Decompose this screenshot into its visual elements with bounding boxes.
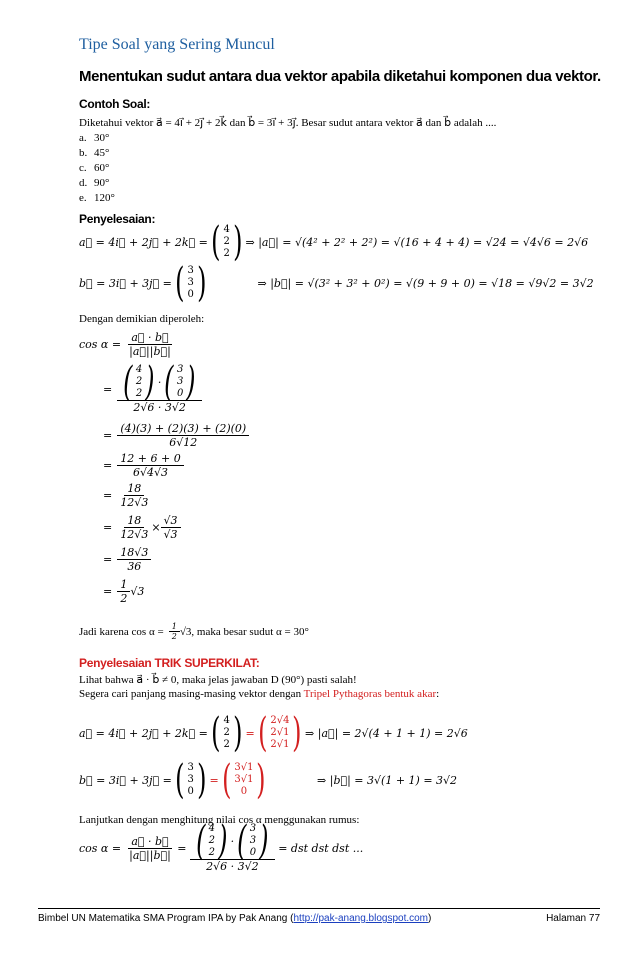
answer-option xyxy=(79,162,109,174)
vector-component: 0 xyxy=(187,786,194,797)
answer-option xyxy=(79,192,115,204)
vector-a-lhs: a⃗ = 4i⃗ + 2j⃗ + 2k⃗ = xyxy=(79,235,208,249)
vector-component: 2 xyxy=(135,388,143,399)
cos-formula xyxy=(79,331,174,358)
vector-components xyxy=(234,762,253,798)
vector-component: 2 xyxy=(223,236,230,247)
contoh-soal-label: Contoh Soal: xyxy=(79,97,151,111)
cos-step-5: = $\frac{18}{12√3}$ xyxy=(103,482,149,509)
trik-cos-line: cos α = $\frac{a⃗ \cdot b⃗}{|a⃗||b⃗|}$ = ( 4 2 2 ) · ( 3 3 0 ) 2√6 · 3√2 = dst dst dst ... xyxy=(79,818,364,873)
question-text: Diketahui vektor a⃗ = 4i⃗ + 2j⃗ + 2k⃗ dan b⃗ = 3i⃗ + 3j⃗. Besar sudut antara vektor a⃗ dan b⃗ adalah .... xyxy=(79,117,497,129)
footer-left: Bimbel UN Matematika SMA Program IPA by Pak Anang (http://pak-anang.blogspot.com) xyxy=(38,913,432,924)
vector-component: 2 xyxy=(223,739,230,750)
vector-b-column: ( 3 3 0 ) xyxy=(175,260,207,306)
vector-component: 0 xyxy=(249,847,257,858)
vector-component: 0 xyxy=(177,388,184,399)
option-value: 90° xyxy=(94,177,110,189)
option-value: 45° xyxy=(94,147,110,159)
option-key: a. xyxy=(79,132,87,144)
vector-components xyxy=(188,265,194,301)
vector-component: 2√4 xyxy=(270,715,290,726)
answer-option xyxy=(79,177,109,189)
vector-component: 2 xyxy=(223,248,230,259)
vector-component: 3 xyxy=(187,265,194,276)
vector-component: 3 xyxy=(187,762,194,773)
vector-component: 0 xyxy=(187,289,194,300)
vector-components xyxy=(209,823,215,859)
vector-components xyxy=(177,364,183,400)
trik-line-2: Segera cari panjang masing-masing vektor dengan Tripel Pythagoras bentuk akar: xyxy=(79,688,440,700)
vector-component: 2√1 xyxy=(270,739,290,750)
trik-vector-a-line: a⃗ = 4i⃗ + 2j⃗ + 2k⃗ = ( 4 2 2 ) = ( 2√4 2√1 2√1 ) ⇒ |a⃗| = 2√(4 + 1 + 1) = 2√6 xyxy=(79,710,468,756)
cos-step-4: = $\frac{12 + 6 + 0}{6√4√3}$ xyxy=(103,452,184,479)
cos-step-6: = $\frac{18}{12√3}$ × $\frac{√3}{√3}$ xyxy=(103,514,181,541)
vector-component: 4 xyxy=(223,224,230,235)
cos-lhs: cos α = xyxy=(79,338,122,351)
vector-component: 2 xyxy=(135,376,143,387)
option-key: b. xyxy=(79,147,88,159)
penyelesaian-label: Penyelesaian: xyxy=(79,212,156,226)
answer-option xyxy=(79,132,109,144)
vector-component: 3√1 xyxy=(234,774,254,785)
lanjutkan-text: Lanjutkan dengan menghitung nilai cos α menggunakan rumus: xyxy=(79,814,360,826)
vector-component: 3 xyxy=(187,774,194,785)
option-value: 60° xyxy=(94,162,110,174)
cos-fraction: $\frac{a⃗ \cdot b⃗}{|a⃗||b⃗|}$ xyxy=(129,331,171,358)
vector-component: 2 xyxy=(208,847,216,858)
vector-b-lhs: b⃗ = 3i⃗ + 3j⃗ = xyxy=(79,276,172,290)
vector-components xyxy=(188,762,194,798)
conclusion-line: Jadi karena cos α = $\frac{1}{2}$ √3, maka besar sudut α = 30° xyxy=(79,622,309,641)
vector-component: 4 xyxy=(208,823,216,834)
blog-link[interactable]: http://pak-anang.blogspot.com xyxy=(293,913,429,924)
option-key: d. xyxy=(79,177,88,189)
cos-step-3: = $\frac{(4)(3) + (2)(3) + (2)(0)}{6√12}$ xyxy=(103,422,249,449)
option-key: c. xyxy=(79,162,87,174)
vector-a-magnitude: ⇒ |a⃗| = √(4² + 2² + 2²) = √(16 + 4 + 4) = √24 = √4√6 = 2√6 xyxy=(245,235,589,249)
vector-component: 3 xyxy=(249,835,257,846)
vector-component: 3 xyxy=(177,364,184,375)
dengan-demikian-text: Dengan demikian diperoleh: xyxy=(79,313,205,325)
vector-component: 4 xyxy=(223,715,230,726)
trik-superkilat-label: Penyelesaian TRIK SUPERKILAT: xyxy=(79,656,260,670)
section-heading: Menentukan sudut antara dua vektor apabila diketahui komponen dua vektor. xyxy=(79,68,601,85)
footer-divider xyxy=(38,908,600,909)
vector-components xyxy=(224,715,230,751)
page-title: Tipe Soal yang Sering Muncul xyxy=(79,36,275,53)
vector-b-line xyxy=(79,260,594,306)
option-value: 120° xyxy=(94,192,115,204)
cos-step-2: = ( 4 2 2 ) · ( 3 3 0 ) 2√6 · 3√2 xyxy=(103,364,202,414)
trik-vector-b-line: b⃗ = 3i⃗ + 3j⃗ = ( 3 3 0 ) = ( 3√1 3√1 0 ) ⇒ |b⃗| = 3√(1 + 1) = 3√2 xyxy=(79,757,458,803)
vector-component: 3√1 xyxy=(234,762,254,773)
answer-option xyxy=(79,147,109,159)
vector-component: 2√1 xyxy=(270,727,290,738)
vector-components xyxy=(224,224,230,260)
vector-component: 2 xyxy=(208,835,216,846)
page-number: Halaman 77 xyxy=(546,913,600,924)
cos-step-7: = $\frac{18√3}{36}$ xyxy=(103,546,151,573)
vector-component: 0 xyxy=(240,786,248,797)
trik-line-1: Lihat bahwa a⃗ · b⃗ ≠ 0, maka jelas jawaban D (90°) pasti salah! xyxy=(79,674,357,686)
option-value: 30° xyxy=(94,132,110,144)
option-key: e. xyxy=(79,192,87,204)
vector-component: 3 xyxy=(187,277,194,288)
vector-component: 3 xyxy=(249,823,257,834)
vector-b-magnitude: ⇒ |b⃗| = √(3² + 3² + 0²) = √(9 + 9 + 0) = √18 = √9√2 = 3√2 xyxy=(257,276,594,290)
vector-components xyxy=(250,823,256,859)
vector-component: 4 xyxy=(135,364,143,375)
vector-components xyxy=(270,715,289,751)
vector-components xyxy=(136,364,142,400)
vector-component: 2 xyxy=(223,727,230,738)
cos-step-8: = $\frac{1}{2}$ √3 xyxy=(103,578,145,605)
vector-component: 3 xyxy=(177,376,184,387)
vector-a-column: ( 4 2 2 ) xyxy=(211,219,243,265)
